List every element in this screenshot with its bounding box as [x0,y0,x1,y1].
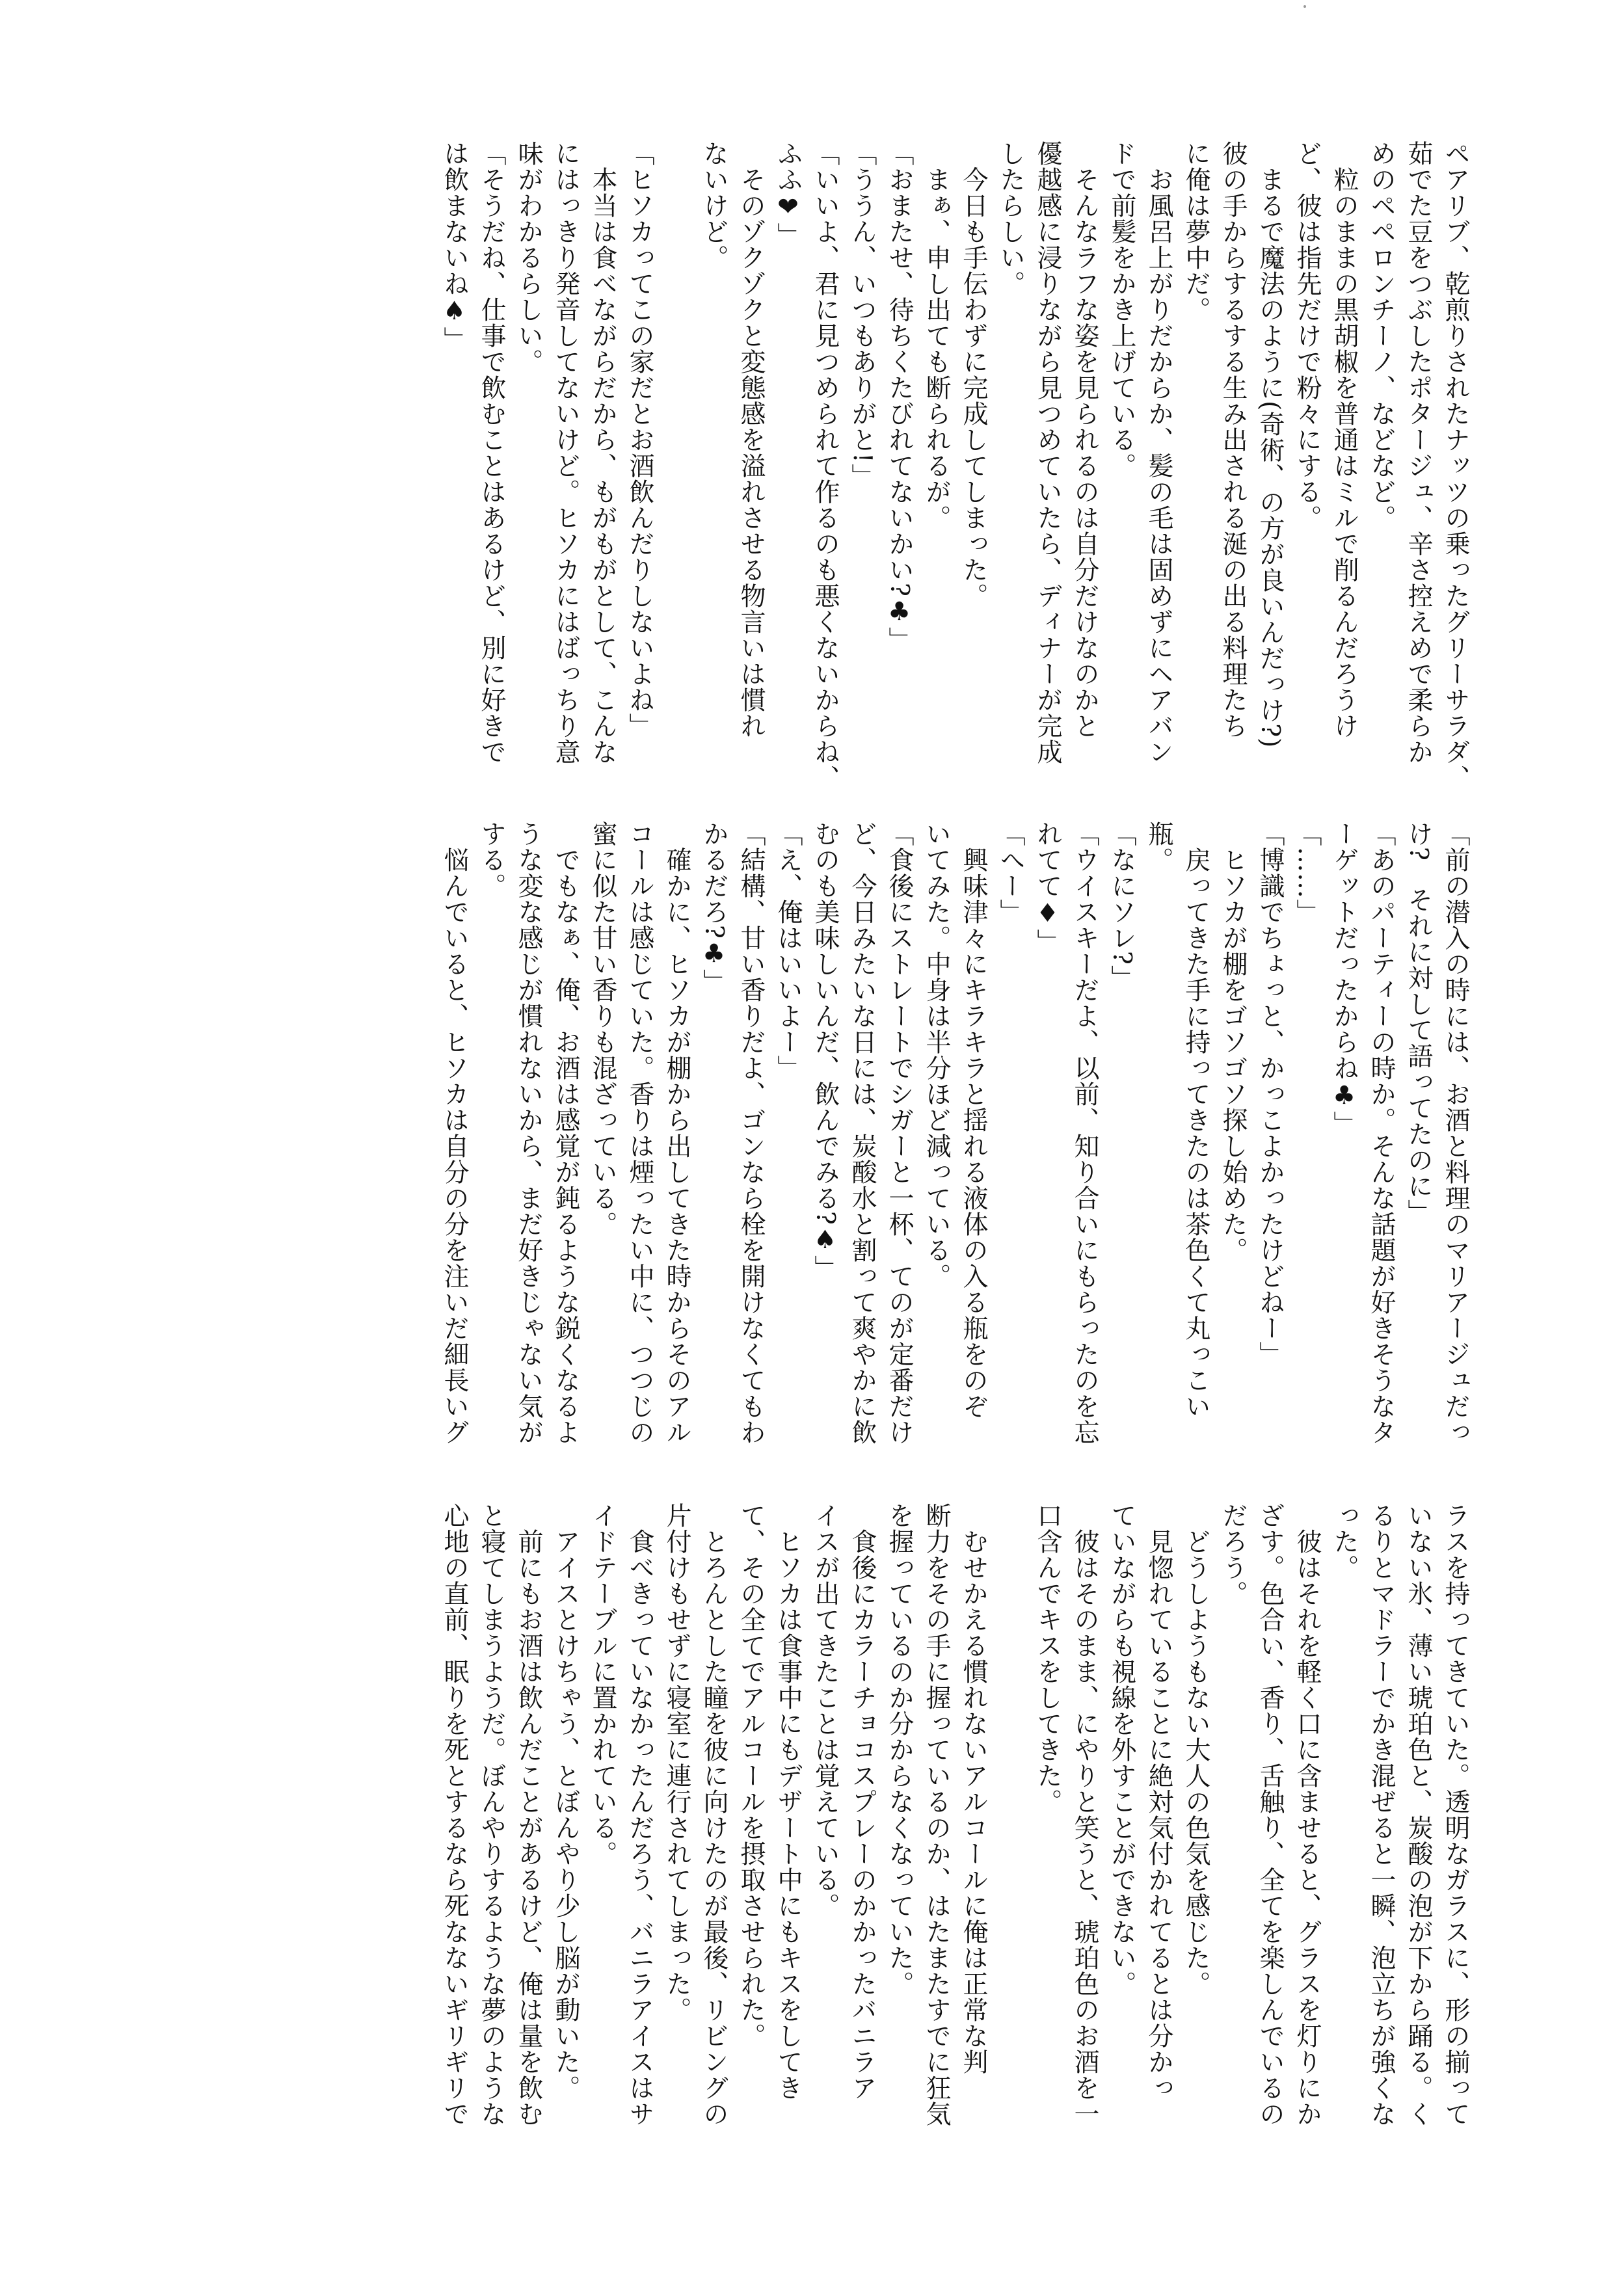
text-line: だろう。 [1218,1502,1248,1607]
text-line: まるで魔法のように(奇術、の方が良いんだっけ?) [1255,140,1285,749]
text-line: て、その全てでアルコールを摂取させられた。 [736,1502,766,2049]
text-line: ドで前髪をかき上げている。 [1107,140,1136,479]
text-line: 見惚れていることに絶対気付かれてるとは分かっ [1144,1502,1173,2101]
text-line: に俺は夢中だ。 [1181,140,1210,323]
text-tier-top [147,140,1474,813]
text-line: 戻ってきた手に持ってきたのは茶色くて丸っこい [1181,821,1210,1419]
text-line: 味がわかるらしい。 [514,140,543,375]
text-line: は飲まないね♠」 [440,140,469,353]
text-line: ど、今日みたいな日には、炭酸水と割って爽やかに飲 [848,821,877,1445]
text-line: 「博識でちょっと、かっこよかったけどねー」 [1255,821,1285,1367]
text-line: 「ヒソカってこの家だとお酒飲んだりしないよね」 [625,140,654,739]
text-line: ペアリブ、乾煎りされたナッツの乗ったグリーサラダ、 [1441,140,1470,791]
text-line: 茹でた豆をつぶしたポタージュ、辛さ控えめで柔らか [1404,140,1433,765]
text-line: 本当は食べながらだから、もがもがとして、こんな [588,140,617,765]
text-line: を握っているのか分からなくなっていた。 [885,1502,914,1997]
text-line: 前にもお酒は飲んだことがあるけど、俺は量を飲む [514,1502,543,2127]
text-line: 彼はそのまま、にやりと笑うと、琥珀色のお酒を一 [1070,1502,1099,2127]
text-line: ざす。色合い、香り、舌触り、全てを楽しんでいるの [1255,1502,1285,2127]
text-line: ど、彼は指先だけで粉々にする。 [1292,140,1322,531]
text-line: 彼の手からするする生み出される涎の出る料理たち [1218,140,1248,739]
text-line: したらしい。 [996,140,1025,297]
text-line: でもなぁ、俺、お酒は感覚が鈍るような鋭くなるよ [551,821,580,1445]
text-line: 食後にカラーチョコスプレーのかかったバニラア [848,1502,877,2101]
text-line: ヒソカは食事中にもデザート中にもキスをしてき [773,1502,803,2101]
text-line: 確かに、ヒソカが棚から出してきた時からそのアル [662,821,691,1445]
text-line: イドテーブルに置かれている。 [588,1502,617,1867]
text-line: 「ウイスキーだよ、以前、知り合いにもらったのを忘 [1070,821,1099,1445]
text-line: とろんとした瞳を彼に向けたのが最後、リビングの [699,1502,728,2127]
text-line: コールは感じていた。香りは煙ったい中に、つつじの [625,821,654,1445]
text-line: いてみた。中身は半分ほど減っている。 [922,821,951,1289]
text-line: 心地の直前、眠りを死とするなら死なないギリギリで [440,1502,469,2127]
text-line: 口含んでキスをしてきた。 [1033,1502,1062,1815]
text-line: イスが出てきたことは覚えている。 [810,1502,840,1919]
text-line: ていながらも視線を外すことができない。 [1107,1502,1136,1997]
text-line: にはっきり発音してないけど。ヒソカにはばっちり意 [551,140,580,765]
text-line: いない氷、薄い琥珀色と、炭酸の泡が下から踊る。く [1404,1502,1433,2127]
text-line: 食べきっていなかったんだろう、バニラアイスはサ [625,1502,654,2127]
text-line: ラスを持ってきていた。透明なガラスに、形の揃って [1441,1502,1470,2127]
text-line: 「いいよ、君に見つめられて作るのも悪くないからね、 [810,140,840,791]
text-line: お風呂上がりだからか、髪の毛は固めずにヘアバン [1144,140,1173,765]
text-line [658,140,695,813]
text-line: 「なにソレ?」 [1107,821,1136,991]
text-line: 「あのパーティーの時か。そんな話題が好きそうなタ [1367,821,1396,1445]
text-line: 「結構、甘い香りだよ、ゴンなら栓を開けなくてもわ [736,821,766,1445]
text-line [992,1502,1029,2179]
text-line: うな変な感じが慣れないから、まだ好きじゃない気が [514,821,543,1445]
text-tier-bottom [147,1502,1474,2179]
page-dot-mark [1303,5,1306,8]
text-line: れてて♦」 [1033,821,1062,955]
text-line: まぁ、申し出ても断られるが。 [922,140,951,531]
text-line: 「食後にストレートでシガーと一杯、てのが定番だけ [885,821,914,1445]
text-line: 断力をその手に握っているのか、はたまたすでに狂気 [922,1502,951,2127]
text-line: どうしようもない大人の色気を感じた。 [1181,1502,1210,1997]
text-line: 悩んでいると、ヒソカは自分の分を注いだ細長いグ [440,821,469,1445]
text-line: 優越感に浸りながら見つめていたら、ディナーが完成 [1033,140,1062,765]
text-line: ヒソカが棚をゴソゴソ探し始めた。 [1218,821,1248,1263]
text-line: 蜜に似た甘い香りも混ざっている。 [588,821,617,1237]
text-line: ないけど。 [699,140,728,271]
text-line: と寝てしまうようだ。ぼんやりするような夢のような [477,1502,506,2127]
text-line: ーゲットだったからね♣」 [1330,821,1359,1137]
text-line: むせかえる慣れないアルコールに俺は正常な判 [959,1502,988,2075]
text-line: 興味津々にキラキラと揺れる液体の入る瓶をのぞ [959,821,988,1419]
text-line: ふふ❤」 [773,140,803,248]
text-line: け? それに対して語ってたのに」 [1404,821,1433,1225]
text-line: 「おまたせ、待ちくたびれてないかい?♣」 [885,140,914,653]
text-line: 「へー」 [996,821,1025,925]
text-line: るりとマドラーでかき混ぜると一瞬、泡立ちが強くな [1367,1502,1396,2127]
text-line: かるだろ?♣」 [699,821,728,995]
text-line: 「前の潜入の時には、お酒と料理のマリアージュだっ [1441,821,1470,1445]
text-line: 「そうだね、仕事で飲むことはあるけど、別に好きで [477,140,506,765]
text-line: アイスとけちゃう、とぼんやり少し脳が動いた。 [551,1502,580,2101]
text-line: 片付けもせずに寝室に連行されてしまった。 [662,1502,691,2023]
text-line: むのも美味しいんだ、飲んでみる?♠」 [810,821,840,1281]
text-line: 「ううん、いつもありがと!」 [848,140,877,490]
text-line: 今日も手伝わずに完成してしまった。 [959,140,988,609]
text-line: 「……」 [1292,821,1322,925]
text-line: する。 [477,821,506,899]
text-line: 「え、俺はいいよー」 [773,821,803,1081]
text-tier-middle [147,821,1474,1495]
text-line: 瓶。 [1144,821,1173,873]
text-line: めのペペロンチーノ、などなど。 [1367,140,1396,531]
text-line: 彼はそれを軽く口に含ませると、グラスを灯りにか [1292,1502,1322,2127]
text-line: そんなラフな姿を見られるのは自分だけなのかと [1070,140,1099,739]
text-line: そのゾクゾクと変態感を溢れさせる物言いは慣れ [736,140,766,739]
text-line: 粒のままの黒胡椒を普通はミルで削るんだろうけ [1330,140,1359,739]
text-line: った。 [1330,1502,1359,1581]
